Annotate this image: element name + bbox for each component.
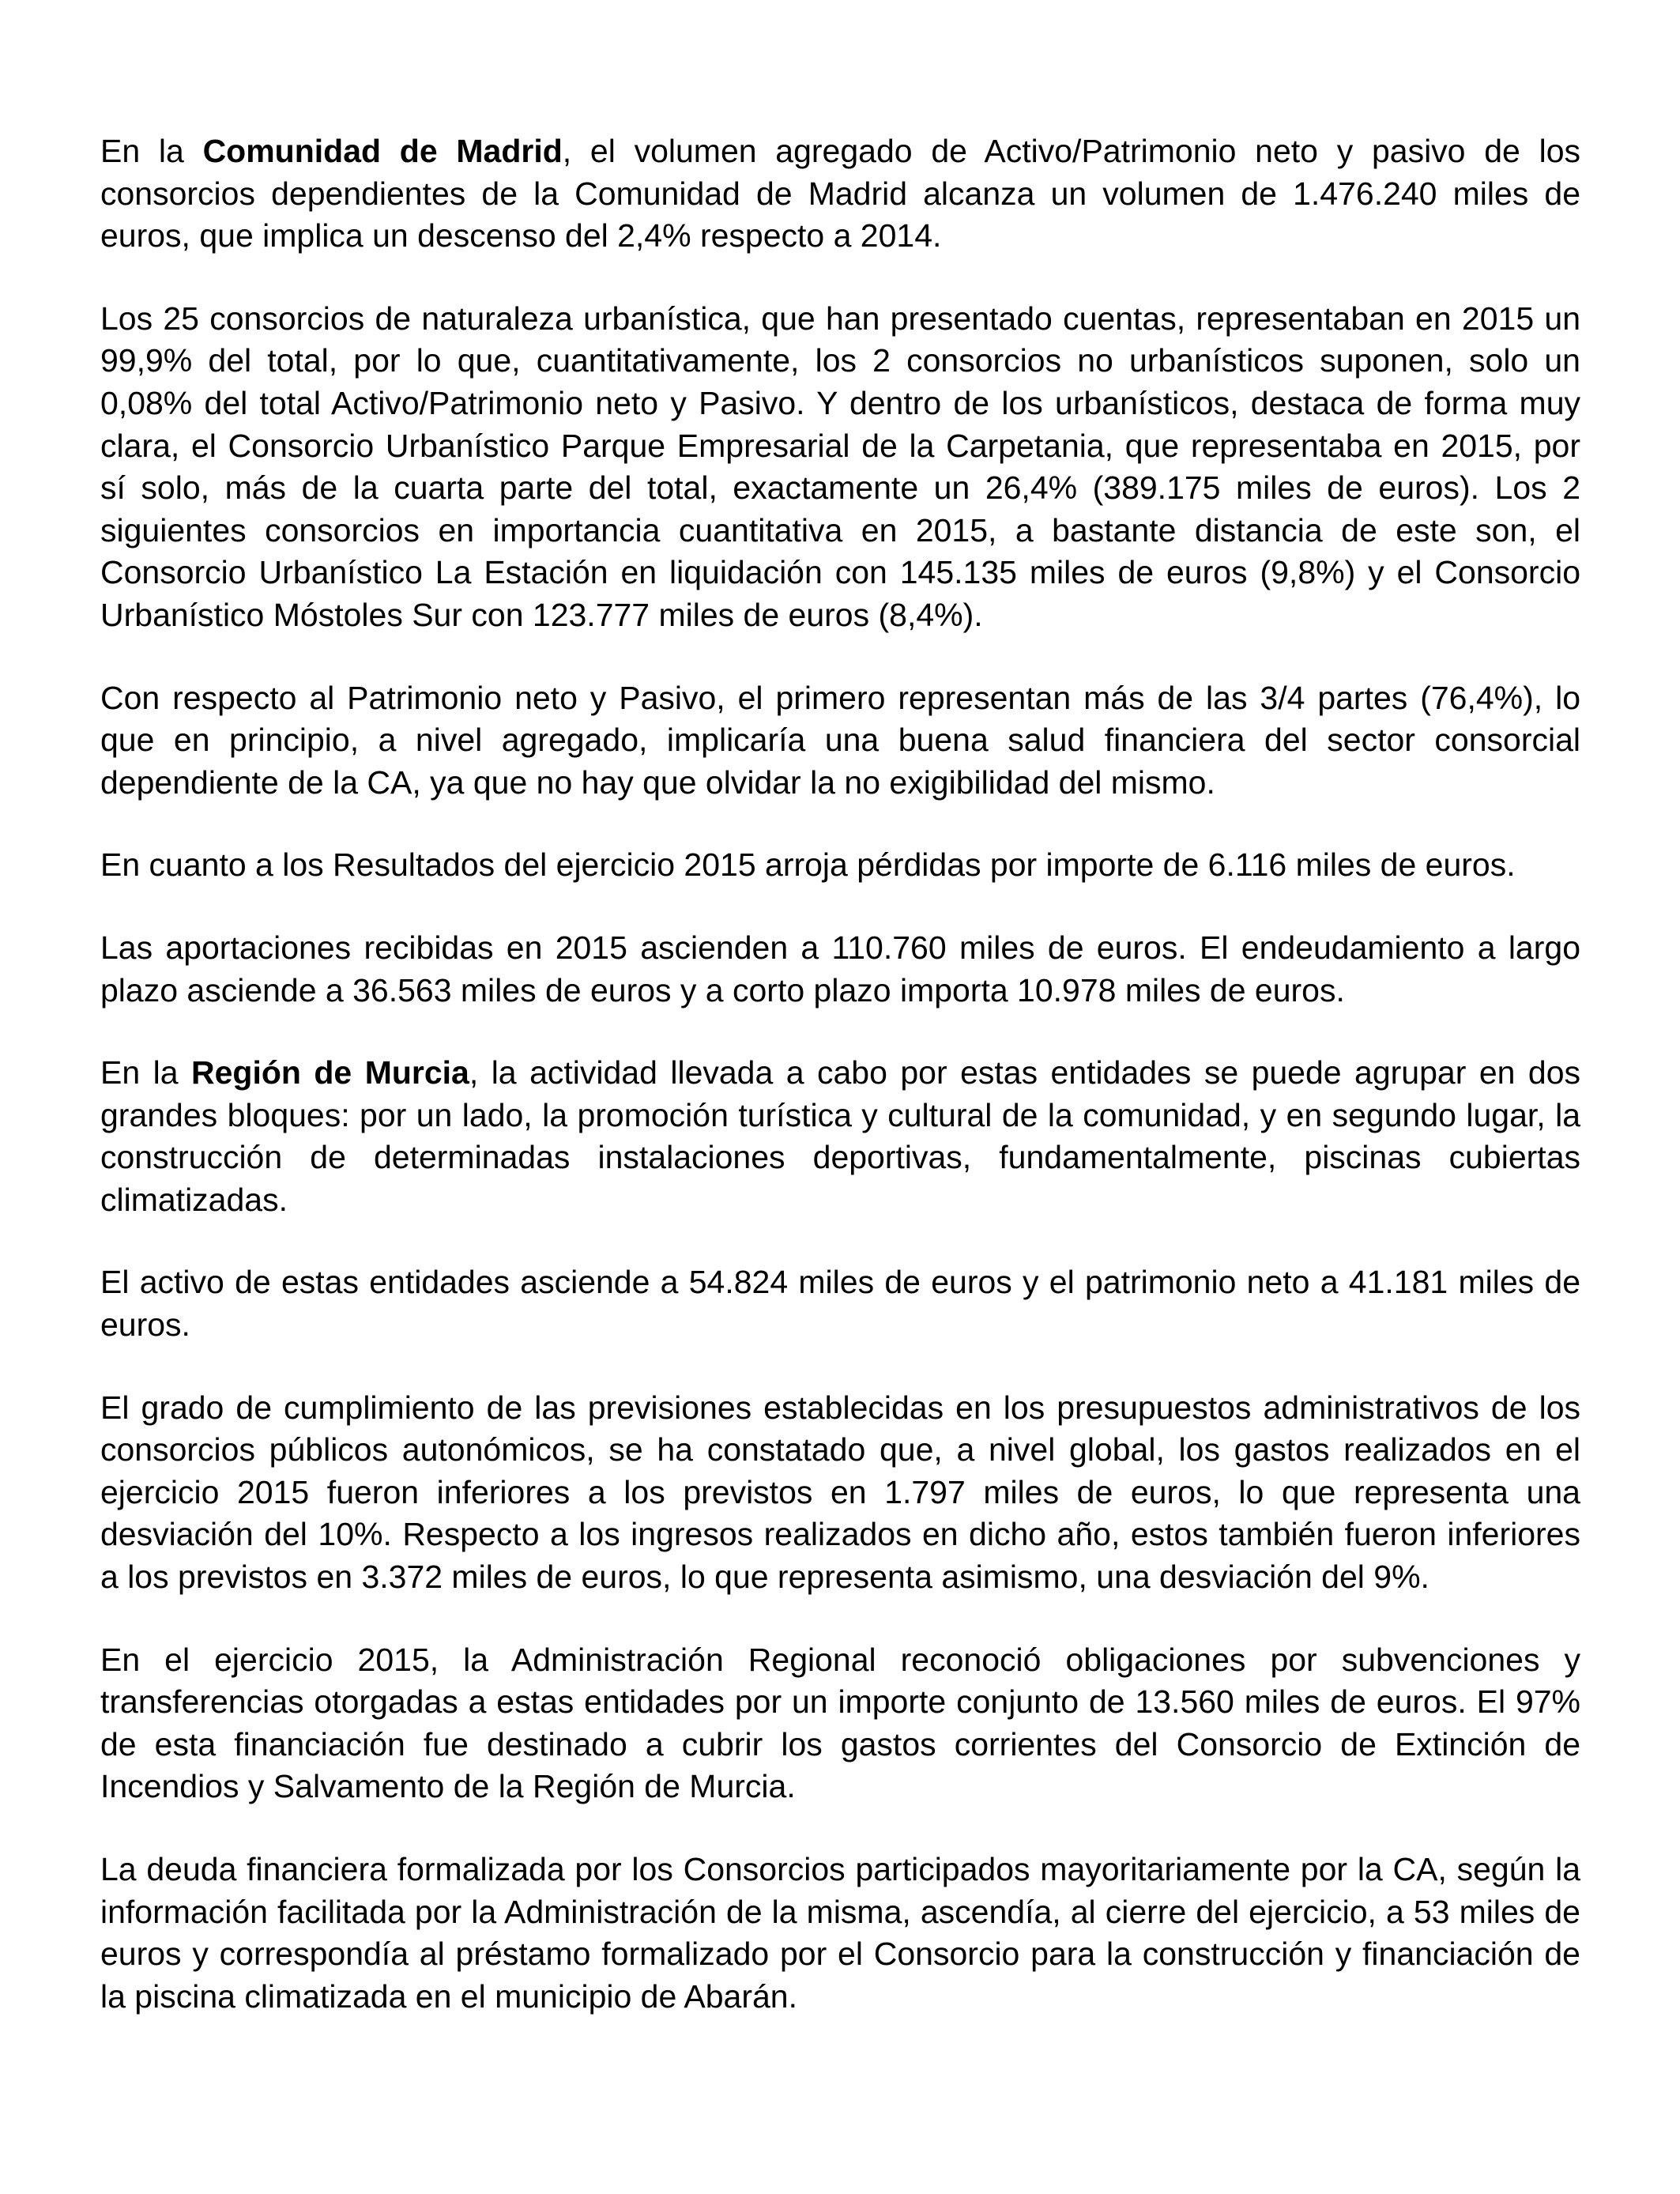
paragraph-results: En cuanto a los Resultados del ejercicio 2015 arroja pérdidas por importe de 6.116 miles de euros. — [100, 846, 1516, 884]
paragraph-subsidies: En el ejercicio 2015, la Administración Regional reconoció obligaciones por subvenciones y transferencias otorgadas a estas entidades por un importe conjunto de 13.560 miles de euros. El 97% de esta financiación fue destinado a cubrir los gastos corrientes del Consorcio de Extinción de Incendios y Salvamento de la Región de Murcia. — [100, 1641, 1580, 1805]
paragraph-madrid-intro — [100, 130, 1580, 258]
paragraph-contributions-debt: Las aportaciones recibidas en 2015 ascienden a 110.760 miles de euros. El endeudamiento a largo plazo asciende a 36.563 miles de euros y a corto plazo importa 10.978 miles de euros. — [100, 929, 1580, 1008]
paragraph-urban-consortia: Los 25 consorcios de naturaleza urbanística, que han presentado cuentas, representaban en 2015 un 99,9% del total, por lo que, cuantitativamente, los 2 consorcios no urbanísticos suponen, solo un 0,08% del total Activo/Patrimonio neto y Pasivo. Y dentro de los urbanísticos, destaca de forma muy clara, el Consorcio Urbanístico Parque Empresarial de la Carpetania, que representaba en 2015, por sí solo, más de la cuarta parte del total, exactamente un 26,4% (389.175 miles de euros). Los 2 siguientes consorcios en importancia cuantitativa en 2015, a bastante distancia de este son, el Consorcio Urbanístico La Estación en liquidación con 145.135 miles de euros (9,8%) y el Consorcio Urbanístico Móstoles Sur con 123.777 miles de euros (8,4%). — [100, 300, 1580, 633]
region-name-madrid: Comunidad de Madrid — [202, 133, 563, 169]
paragraph-text: En la — [100, 1054, 191, 1091]
paragraph-text: En la — [100, 133, 203, 169]
paragraph-equity-liabilities: Con respecto al Patrimonio neto y Pasivo, el primero representan más de las 3/4 partes (76,4%), lo que en principio, a nivel agregado, implicaría una buena salud financiera del sector consorcial dependiente de la CA, ya que no hay que olvidar la no exigibilidad del mismo. — [100, 679, 1580, 801]
region-name-murcia: Región de Murcia — [190, 1054, 469, 1091]
document-page — [100, 130, 1580, 2018]
paragraph-murcia-intro — [100, 1052, 1580, 1221]
paragraph-text: , el volumen agregado de Activo/Patrimonio neto y pasivo de los consorcios dependientes de la Comunidad de Madrid alcanza un volumen de 1.476.240 miles de euros, que implica un descenso del 2,4% respecto a 2014. — [100, 133, 1581, 254]
paragraph-assets-equity: El activo de estas entidades asciende a 54.824 miles de euros y el patrimonio neto a 41.181 miles de euros. — [100, 1264, 1580, 1344]
paragraph-budget-compliance: El grado de cumplimiento de las previsiones establecidas en los presupuestos administrativos de los consorcios públicos autonómicos, se ha constatado que, a nivel global, los gastos realizados en el ejercicio 2015 fueron inferiores a los previstos en 1.797 miles de euros, lo que representa una desviación del 10%. Respecto a los ingresos realizados en dicho año, estos también fueron inferiores a los previstos en 3.372 miles de euros, lo que representa asimismo, una desviación del 9%. — [100, 1389, 1580, 1596]
paragraph-financial-debt: La deuda financiera formalizada por los Consorcios participados mayoritariamente por la CA, según la información facilitada por la Administración de la misma, ascendía, al cierre del ejercicio, a 53 miles de euros y correspondía al préstamo formalizado por el Consorcio para la construcción y financiación de la piscina climatizada en el municipio de Abarán. — [100, 1851, 1580, 2015]
paragraph-text: , la actividad llevada a cabo por estas entidades se puede agrupar en dos grandes bloques: por un lado, la promoción turística y cultural de la comunidad, y en segundo lugar, la construcción de determinadas instalaciones deportivas, fundamentalmente, piscinas cubiertas climatizadas. — [100, 1054, 1580, 1218]
